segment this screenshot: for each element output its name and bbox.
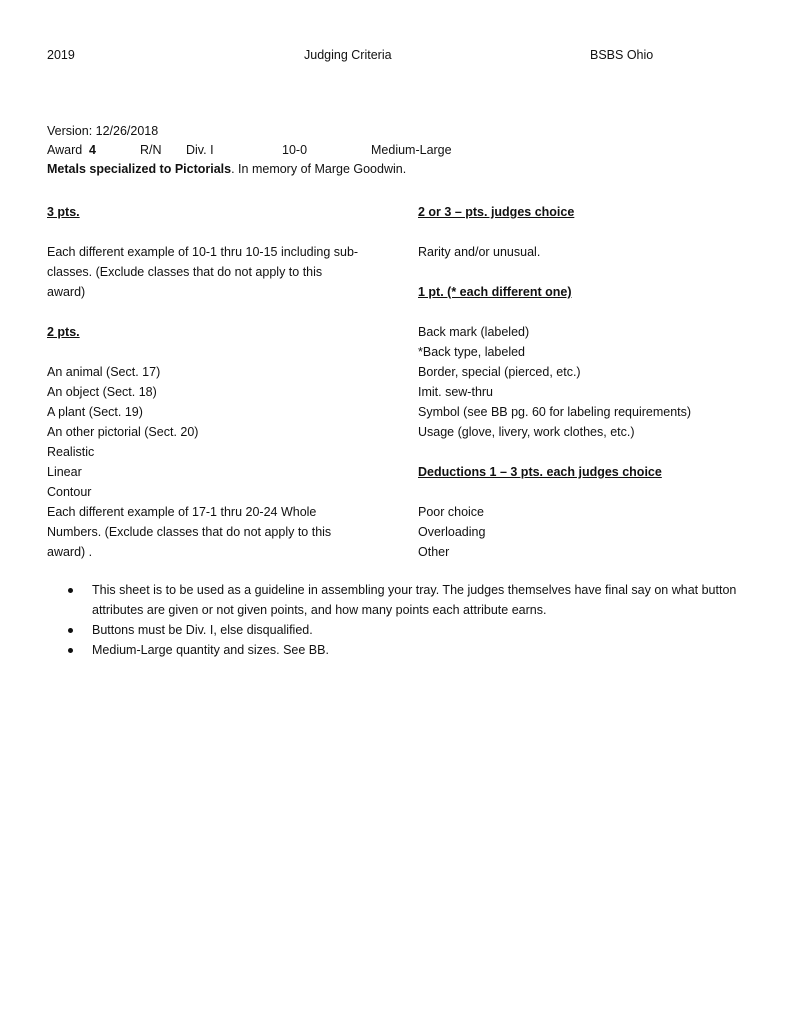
one-pt-item: Back mark (labeled) [418,325,530,339]
deductions-item: Overloading [418,525,486,539]
judges-choice-heading: 2 or 3 – pts. judges choice [418,205,575,219]
right-column [418,202,748,562]
award-class-code: 10-0 [282,143,308,157]
two-pts-text: Each different example of 17-1 thru 20-24 Whole Numbers. (Exclude classes that do not apply to this award) . [47,505,332,559]
award-size: Medium-Large [371,143,452,157]
one-pt-heading: 1 pt. (* each different one) [418,285,572,299]
deductions-item: Poor choice [418,505,485,519]
version-line: Version: 12/26/2018 [47,124,159,138]
note-text: Buttons must be Div. I, else disqualified. [92,623,313,637]
two-pts-item: An animal (Sect. 17) [47,365,161,379]
two-pts-item: Realistic [47,445,95,459]
header-org: BSBS Ohio [590,48,654,62]
note-item [92,580,782,620]
bullet-icon [68,648,73,653]
left-column [47,202,377,562]
header-year: 2019 [47,48,75,62]
one-pt-item: *Back type, labeled [418,345,526,359]
deductions-list [418,502,748,562]
two-pts-item: An object (Sect. 18) [47,385,157,399]
deductions-item: Other [418,545,450,559]
note-text: Medium-Large quantity and sizes. See BB. [92,643,329,657]
award-division: Div. I [186,143,214,157]
one-pt-list [418,322,748,442]
note-item [92,640,782,660]
two-pts-item: Linear [47,465,82,479]
bullet-icon [68,588,73,593]
three-pts-text: Each different example of 10-1 thru 10-15 including sub-classes. (Exclude classes that do not apply to this award) [47,245,359,299]
one-pt-item: Border, special (pierced, etc.) [418,365,581,379]
award-label: Award [47,143,83,157]
two-pts-item: Contour [47,485,92,499]
note-text: This sheet is to be used as a guideline in assembling your tray. The judges themselves have final say on what button attributes are given or not given points, and how many points each attribute earns. [92,583,737,617]
judges-choice-text: Rarity and/or unusual. [418,245,541,259]
notes-list [47,580,782,660]
two-pts-item: A plant (Sect. 19) [47,405,143,419]
one-pt-item: Usage (glove, livery, work clothes, etc.) [418,425,635,439]
two-pts-heading: 2 pts. [47,325,80,339]
header-title: Judging Criteria [304,48,392,62]
two-pts-item: An other pictorial (Sect. 20) [47,425,199,439]
note-item [92,620,782,640]
one-pt-item: Symbol (see BB pg. 60 for labeling requirements) [418,405,692,419]
award-number: 4 [89,143,96,157]
award-title [47,159,406,179]
three-pts-heading: 3 pts. [47,205,80,219]
award-title-bold: Metals specialized to Pictorials [47,162,232,176]
one-pt-item: Imit. sew-thru [418,385,494,399]
bullet-icon [68,628,73,633]
deductions-heading: Deductions 1 – 3 pts. each judges choice [418,465,662,479]
award-rn: R/N [140,143,162,157]
two-pts-list [47,362,377,502]
award-title-rest: . In memory of Marge Goodwin. [231,162,407,176]
